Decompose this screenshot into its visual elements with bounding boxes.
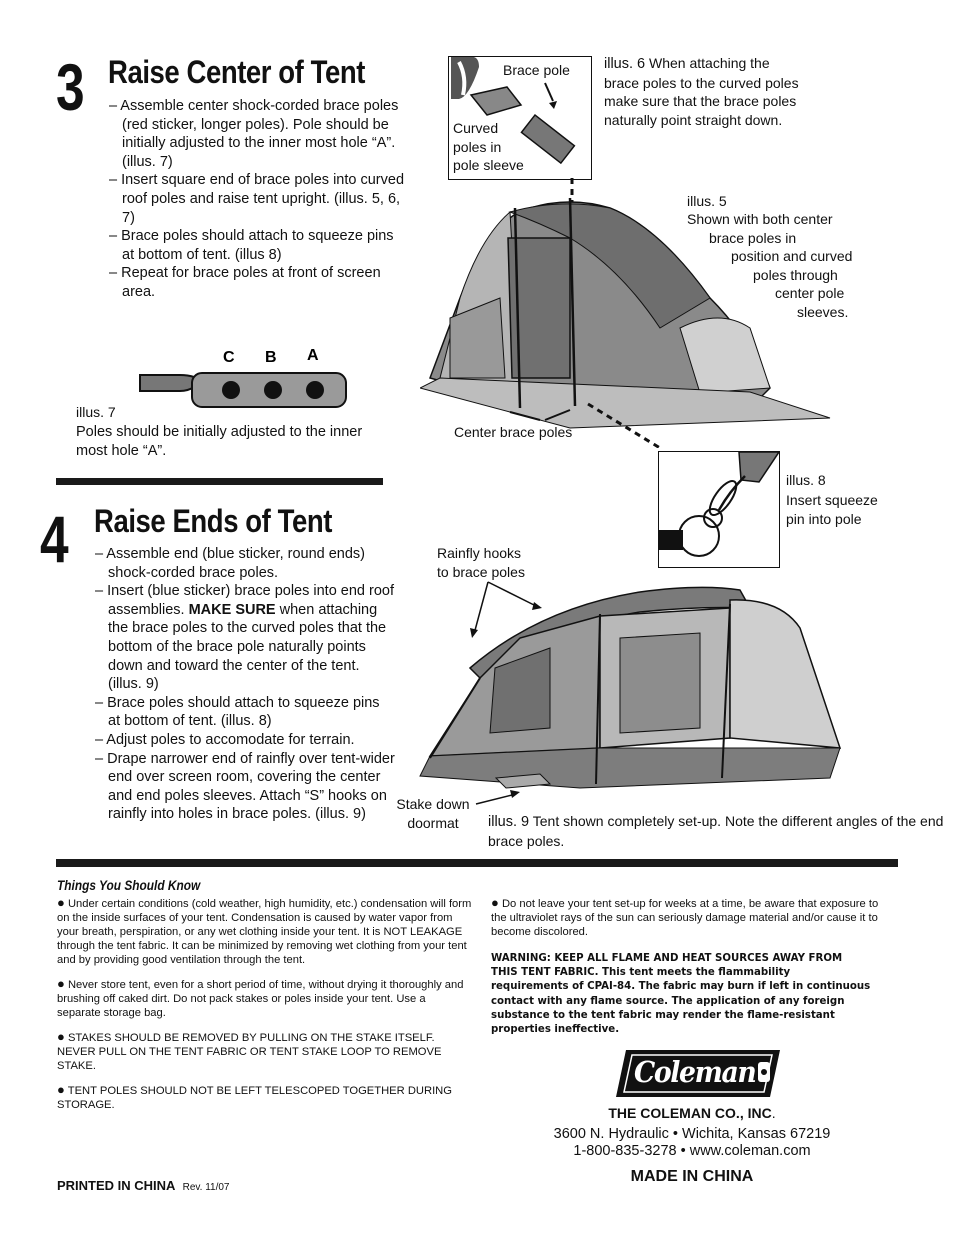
step-4-item: – Brace poles should attach to squeeze pins at bottom of tent. (illus. 8) (95, 694, 380, 730)
things-paragraph: ● Do not leave your tent set-up for weeks at a time, be aware that exposure to the ultraviolet rays of the sun can seriously damage material and/or cause it to become discolored. (491, 895, 879, 938)
rainfly-hooks-label (437, 544, 567, 581)
step-3-item: – Repeat for brace poles at front of screen area. (109, 265, 381, 300)
illus-5-caption-line: position and curved (731, 248, 853, 265)
illus-8-caption (786, 491, 906, 528)
curved-poles-line: Curved (453, 120, 499, 136)
step-4-instructions (95, 545, 395, 824)
step-4-item: – Assemble end (blue sticker, round ends) shock-corded brace poles. (95, 546, 366, 581)
step-3-number: 3 (56, 50, 85, 124)
step-4-item: – Drape narrower end of rainfly over tent-wider end over screen room, covering the center and end poles sleeves. Attach “S” hooks on rainfly into holes in brace poles. (illus. 9) (95, 750, 395, 823)
step-3-item: – Insert square end of brace poles into curved roof poles and raise tent upright. (illus. 5, 6, 7) (109, 172, 405, 226)
step-4-item: – Adjust poles to accomodate for terrain. (95, 731, 355, 748)
brace-pole-label: Brace pole (503, 62, 570, 78)
illus-8-label: illus. 8 (786, 472, 826, 488)
curved-poles-line: pole sleeve (453, 157, 524, 174)
things-paragraph: ● Never store tent, even for a short period of time, without drying it thoroughly and brushing off caked dirt. Do not pack stakes or poles inside your tent. Use a separate storage bag. (57, 976, 464, 1019)
illus-9-tent-drawing (400, 578, 940, 808)
things-text: TENT POLES SHOULD NOT BE LEFT TELESCOPED TOGETHER DURING STORAGE. (57, 1085, 452, 1111)
printed-text: PRINTED IN CHINA (57, 1178, 175, 1193)
stake-doormat-line: Stake down (396, 796, 470, 812)
things-text: Do not leave your tent set-up for weeks at a time, be aware that exposure to the ultraviolet rays of the sun can seriously damage material and/or cause it to become discolored. (491, 898, 879, 938)
step-4-number: 4 (40, 502, 69, 576)
things-title: Things You Should Know (57, 878, 201, 893)
illus-5-caption-line: Shown with both center (687, 211, 833, 227)
company-name-period: . (771, 1105, 776, 1121)
illus-9-caption (488, 812, 948, 850)
things-paragraph: ● TENT POLES SHOULD NOT BE LEFT TELESCOPED TOGETHER DURING STORAGE. (57, 1082, 452, 1111)
rainfly-hooks-line: Rainfly hooks (437, 545, 522, 561)
illus-7-pole-diagram (136, 344, 350, 412)
company-name (532, 1104, 852, 1123)
hole-label-a: A (307, 347, 319, 364)
illus-8-caption-line: Insert squeeze (786, 492, 878, 508)
illus-5-caption-line: brace poles in (709, 229, 797, 246)
illus-7-caption: Poles should be initially adjusted to the inner most hole “A”. (76, 424, 363, 459)
squeeze-pin-drawing (659, 452, 779, 567)
illus-5-caption-line: center pole (775, 285, 845, 302)
company-name-text: THE COLEMAN CO., INC (608, 1105, 772, 1121)
step-4-item-text: when attaching the brace poles to the curved poles that the bottom of the brace pole naturally points down and toward the center of the tent. (illus. 9) (108, 601, 387, 693)
things-text: Under certain conditions (cold weather, high humidity, etc.) condensation will form on the inside surfaces of your tent. Condensation is caused by water vapor from your breath, perspiration, or any wet clothing inside your tent. It is NOT LEAKAGE through the tent fabric. It can be minimized by removing wet clothing from your tent and by providing good ventilation through the tent. (57, 898, 472, 966)
illus-6-detail-box (448, 56, 592, 180)
hole-label-b: B (265, 349, 277, 366)
illus-9-text: Tent shown completely set-up. Note the different angles of the end brace poles. (488, 813, 944, 849)
illus-9-label: illus. 9 (488, 814, 530, 830)
illus-5-caption-line: sleeves. (797, 303, 849, 320)
step-3-instructions (109, 97, 409, 302)
things-divider (56, 859, 898, 867)
step-3-title: Raise Center of Tent (108, 54, 365, 90)
illus-5-label: illus. 5 (687, 193, 727, 209)
curved-poles-label (453, 119, 524, 175)
center-brace-poles-label: Center brace poles (454, 424, 573, 440)
rainfly-hooks-line: to brace poles (437, 563, 525, 580)
section-divider (56, 478, 383, 485)
things-paragraph: ● Under certain conditions (cold weather, high humidity, etc.) condensation will form on the inside surfaces of your tent. Condensation is caused by water vapor from your breath, perspiration, or any wet clothing inside your tent. It is NOT LEAKAGE through the tent fabric. It can be minimized by removing wet clothing from your tent and by providing good ventilation through the tent. (57, 895, 472, 966)
coleman-logo-text: Coleman (634, 1055, 756, 1089)
things-text: STAKES SHOULD BE REMOVED BY PULLING ON THE STAKE ITSELF. NEVER PULL ON THE TENT FABRIC OR TENT STAKE LOOP TO REMOVE STAKE. (57, 1032, 442, 1072)
illus-5-caption-line: poles through (753, 266, 838, 283)
printed-in-china (57, 1178, 229, 1193)
step-4-item (95, 582, 395, 694)
things-left-column (57, 896, 472, 1122)
things-paragraph: ● STAKES SHOULD BE REMOVED BY PULLING ON THE STAKE ITSELF. NEVER PULL ON THE TENT FABRIC OR TENT STAKE LOOP TO REMOVE STAKE. (57, 1029, 442, 1072)
company-contact: 1-800-835-3278 • www.coleman.com (573, 1143, 811, 1159)
illus-6-label: illus. 6 (604, 56, 646, 72)
illus-5-caption (687, 210, 877, 322)
step-4-title: Raise Ends of Tent (94, 503, 332, 539)
illus-6-text: When attaching the brace poles to the curved poles make sure that the brace poles naturally point straight down. (604, 55, 799, 128)
illus-6-caption (604, 54, 804, 129)
revision: Rev. 11/07 (182, 1182, 230, 1193)
stake-doormat-label (387, 795, 479, 832)
step-3-item: – Assemble center shock-corded brace poles (red sticker, longer poles). Pole should be initially adjusted to the inner most hole “A”. (illus. 7) (109, 98, 399, 170)
illus-7-label: illus. 7 (76, 404, 116, 420)
step-3-item: – Brace poles should attach to squeeze pins at bottom of tent. (illus 8) (109, 228, 394, 263)
coleman-logo (612, 1046, 784, 1101)
illus-8-caption-line: pin into pole (786, 510, 862, 527)
illus-8-detail-box (658, 451, 780, 568)
make-sure-emphasis: MAKE SURE (188, 601, 276, 618)
made-in-china: MADE IN CHINA (630, 1168, 754, 1185)
hole-label-c: C (223, 349, 235, 366)
curved-poles-line: poles in (453, 138, 502, 155)
company-address: 3600 N. Hydraulic • Wichita, Kansas 67219 (553, 1126, 831, 1142)
things-text: Never store tent, even for a short period of time, without drying it thoroughly and brushing off caked dirt. Do not pack stakes or poles inside your tent. Use a separate storage bag. (57, 979, 464, 1019)
flame-warning: WARNING: KEEP ALL FLAME AND HEAT SOURCES AWAY FROM THIS TENT FABRIC. This tent meets the flammability requirements of CPAI-84. The fabric may burn if left in continuous contact with any flame source. The application of any foreign substance to the tent fabric may render the flame-resistant properties ineffective. (491, 953, 871, 1036)
step-4-item-text: – Insert (blue sticker) brace poles into end roof assemblies. (95, 583, 395, 618)
stake-doormat-line: doormat (407, 814, 459, 831)
things-right-column (491, 896, 891, 949)
